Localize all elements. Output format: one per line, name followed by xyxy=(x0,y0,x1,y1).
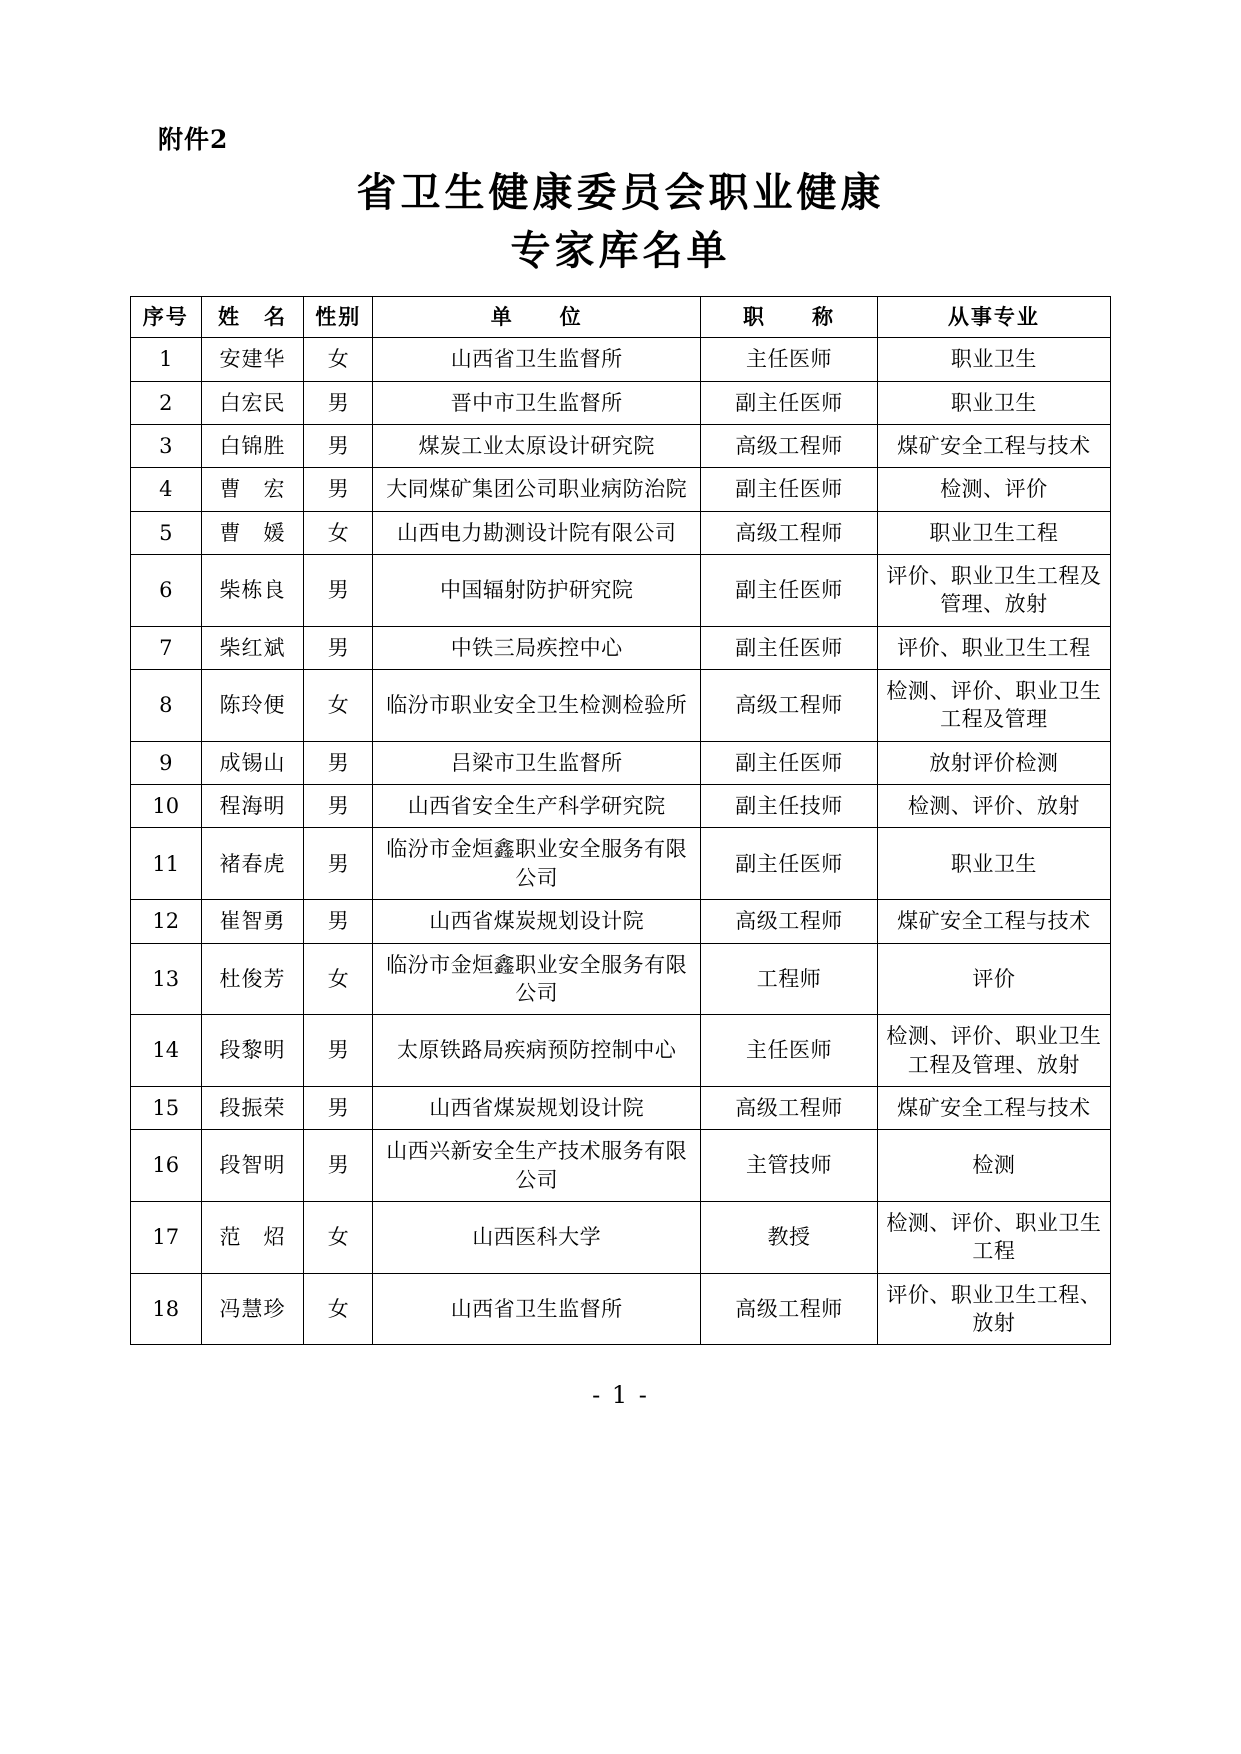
cell-major: 职业卫生 xyxy=(877,828,1110,900)
column-header-no: 序号 xyxy=(131,297,202,338)
cell-no: 3 xyxy=(131,425,202,468)
cell-no: 2 xyxy=(131,381,202,424)
cell-no: 9 xyxy=(131,741,202,784)
cell-org: 中国辐射防护研究院 xyxy=(373,555,701,627)
cell-sex: 女 xyxy=(304,670,373,742)
table-row xyxy=(131,828,1111,900)
cell-title: 高级工程师 xyxy=(701,511,877,554)
cell-no: 18 xyxy=(131,1273,202,1345)
table-row xyxy=(131,670,1111,742)
table-row xyxy=(131,785,1111,828)
cell-title: 主任医师 xyxy=(701,338,877,381)
cell-no: 10 xyxy=(131,785,202,828)
cell-no: 1 xyxy=(131,338,202,381)
cell-title: 高级工程师 xyxy=(701,670,877,742)
cell-name: 曹 宏 xyxy=(201,468,304,511)
cell-org: 山西省煤炭规划设计院 xyxy=(373,900,701,943)
table-row xyxy=(131,626,1111,669)
cell-title: 主任医师 xyxy=(701,1015,877,1087)
cell-name: 曹 媛 xyxy=(201,511,304,554)
cell-title: 副主任医师 xyxy=(701,555,877,627)
cell-sex: 男 xyxy=(304,785,373,828)
cell-org: 山西省卫生监督所 xyxy=(373,338,701,381)
cell-sex: 男 xyxy=(304,828,373,900)
table-row xyxy=(131,1130,1111,1202)
page-title-line1: 省卫生健康委员会职业健康 xyxy=(356,169,885,216)
cell-name: 杜俊芳 xyxy=(201,943,304,1015)
cell-no: 16 xyxy=(131,1130,202,1202)
cell-name: 白锦胜 xyxy=(201,425,304,468)
cell-name: 褚春虎 xyxy=(201,828,304,900)
cell-title: 高级工程师 xyxy=(701,425,877,468)
cell-major: 职业卫生 xyxy=(877,338,1110,381)
cell-name: 白宏民 xyxy=(201,381,304,424)
cell-org: 山西省卫生监督所 xyxy=(373,1273,701,1345)
cell-no: 14 xyxy=(131,1015,202,1087)
cell-title: 副主任医师 xyxy=(701,828,877,900)
cell-no: 17 xyxy=(131,1201,202,1273)
table-row xyxy=(131,900,1111,943)
cell-no: 6 xyxy=(131,555,202,627)
page-number: - 1 - xyxy=(592,1381,649,1410)
cell-sex: 男 xyxy=(304,1086,373,1129)
cell-sex: 女 xyxy=(304,338,373,381)
cell-no: 15 xyxy=(131,1086,202,1129)
cell-title: 高级工程师 xyxy=(701,1273,877,1345)
cell-sex: 女 xyxy=(304,511,373,554)
cell-org: 吕梁市卫生监督所 xyxy=(373,741,701,784)
cell-sex: 男 xyxy=(304,425,373,468)
cell-sex: 男 xyxy=(304,1015,373,1087)
cell-name: 崔智勇 xyxy=(201,900,304,943)
cell-sex: 男 xyxy=(304,468,373,511)
cell-sex: 女 xyxy=(304,943,373,1015)
cell-name: 段智明 xyxy=(201,1130,304,1202)
cell-no: 12 xyxy=(131,900,202,943)
cell-major: 煤矿安全工程与技术 xyxy=(877,900,1110,943)
cell-sex: 男 xyxy=(304,900,373,943)
table-row xyxy=(131,1273,1111,1345)
page-title-line2: 专家库名单 xyxy=(510,227,731,274)
cell-major: 职业卫生工程 xyxy=(877,511,1110,554)
cell-org: 晋中市卫生监督所 xyxy=(373,381,701,424)
cell-title: 副主任技师 xyxy=(701,785,877,828)
cell-org: 中铁三局疾控中心 xyxy=(373,626,701,669)
table-row xyxy=(131,1201,1111,1273)
cell-no: 13 xyxy=(131,943,202,1015)
cell-major: 检测、评价、职业卫生工程及管理、放射 xyxy=(877,1015,1110,1087)
cell-title: 高级工程师 xyxy=(701,900,877,943)
table-row xyxy=(131,338,1111,381)
cell-title: 副主任医师 xyxy=(701,626,877,669)
cell-no: 5 xyxy=(131,511,202,554)
cell-sex: 男 xyxy=(304,555,373,627)
cell-sex: 男 xyxy=(304,1130,373,1202)
cell-major: 评价、职业卫生工程 xyxy=(877,626,1110,669)
table-row xyxy=(131,1086,1111,1129)
cell-name: 柴栋良 xyxy=(201,555,304,627)
cell-no: 7 xyxy=(131,626,202,669)
cell-major: 煤矿安全工程与技术 xyxy=(877,1086,1110,1129)
cell-name: 冯慧珍 xyxy=(201,1273,304,1345)
cell-name: 陈玲便 xyxy=(201,670,304,742)
table-row xyxy=(131,1015,1111,1087)
cell-name: 成锡山 xyxy=(201,741,304,784)
table-row xyxy=(131,381,1111,424)
cell-org: 临汾市金烜鑫职业安全服务有限公司 xyxy=(373,828,701,900)
cell-org: 山西兴新安全生产技术服务有限公司 xyxy=(373,1130,701,1202)
cell-sex: 女 xyxy=(304,1273,373,1345)
table-row xyxy=(131,468,1111,511)
cell-major: 评价 xyxy=(877,943,1110,1015)
cell-title: 主管技师 xyxy=(701,1130,877,1202)
cell-org: 山西省安全生产科学研究院 xyxy=(373,785,701,828)
table-row xyxy=(131,741,1111,784)
column-header-name: 姓 名 xyxy=(201,297,304,338)
cell-major: 检测、评价、职业卫生工程 xyxy=(877,1201,1110,1273)
cell-org: 临汾市金烜鑫职业安全服务有限公司 xyxy=(373,943,701,1015)
table-row xyxy=(131,555,1111,627)
cell-major: 检测 xyxy=(877,1130,1110,1202)
cell-major: 检测、评价、放射 xyxy=(877,785,1110,828)
cell-sex: 男 xyxy=(304,626,373,669)
cell-no: 8 xyxy=(131,670,202,742)
column-header-title: 职 称 xyxy=(701,297,877,338)
cell-title: 教授 xyxy=(701,1201,877,1273)
cell-major: 煤矿安全工程与技术 xyxy=(877,425,1110,468)
cell-name: 段振荣 xyxy=(201,1086,304,1129)
cell-org: 山西医科大学 xyxy=(373,1201,701,1273)
table-header-row xyxy=(131,297,1111,338)
cell-org: 大同煤矿集团公司职业病防治院 xyxy=(373,468,701,511)
table-body xyxy=(131,338,1111,1345)
cell-name: 程海明 xyxy=(201,785,304,828)
cell-org: 煤炭工业太原设计研究院 xyxy=(373,425,701,468)
cell-major: 检测、评价、职业卫生工程及管理 xyxy=(877,670,1110,742)
table-row xyxy=(131,425,1111,468)
cell-major: 职业卫生 xyxy=(877,381,1110,424)
cell-title: 副主任医师 xyxy=(701,381,877,424)
cell-no: 11 xyxy=(131,828,202,900)
cell-org: 太原铁路局疾病预防控制中心 xyxy=(373,1015,701,1087)
cell-org: 山西省煤炭规划设计院 xyxy=(373,1086,701,1129)
cell-title: 工程师 xyxy=(701,943,877,1015)
cell-name: 范 炤 xyxy=(201,1201,304,1273)
cell-major: 检测、评价 xyxy=(877,468,1110,511)
table-row xyxy=(131,511,1111,554)
cell-sex: 男 xyxy=(304,381,373,424)
cell-major: 评价、职业卫生工程、放射 xyxy=(877,1273,1110,1345)
cell-major: 评价、职业卫生工程及管理、放射 xyxy=(877,555,1110,627)
column-header-sex: 性别 xyxy=(304,297,373,338)
cell-title: 高级工程师 xyxy=(701,1086,877,1129)
cell-title: 副主任医师 xyxy=(701,468,877,511)
expert-roster-table xyxy=(130,296,1111,1345)
cell-no: 4 xyxy=(131,468,202,511)
cell-name: 段黎明 xyxy=(201,1015,304,1087)
cell-org: 临汾市职业安全卫生检测检验所 xyxy=(373,670,701,742)
table-row xyxy=(131,943,1111,1015)
page-title xyxy=(130,164,1111,280)
cell-title: 副主任医师 xyxy=(701,741,877,784)
attachment-label: 附件2 xyxy=(158,125,229,154)
column-header-org: 单 位 xyxy=(373,297,701,338)
cell-sex: 女 xyxy=(304,1201,373,1273)
cell-name: 柴红斌 xyxy=(201,626,304,669)
column-header-major: 从事专业 xyxy=(877,297,1110,338)
cell-name: 安建华 xyxy=(201,338,304,381)
cell-major: 放射评价检测 xyxy=(877,741,1110,784)
cell-org: 山西电力勘测设计院有限公司 xyxy=(373,511,701,554)
cell-sex: 男 xyxy=(304,741,373,784)
